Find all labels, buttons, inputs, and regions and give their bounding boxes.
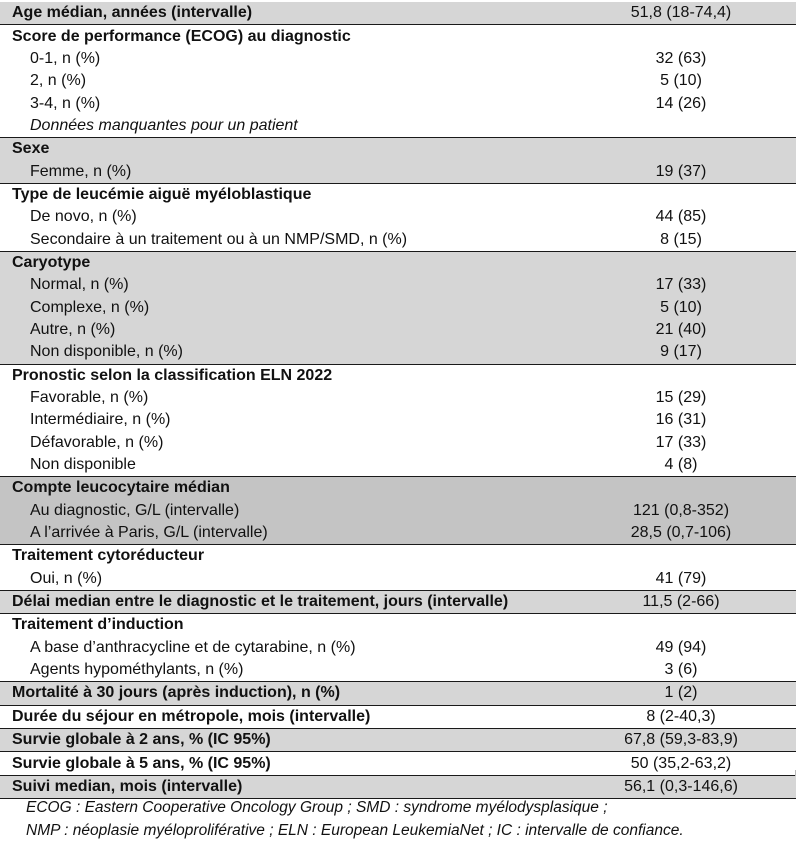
- row-value: 56,1 (0,3-146,6): [624, 777, 738, 795]
- row-value: 14 (26): [655, 94, 707, 112]
- table-row: [0, 568, 796, 590]
- table-row: [0, 92, 796, 114]
- section-header-row: [0, 614, 796, 636]
- section-header-row: [0, 2, 796, 24]
- table-row: [0, 500, 796, 522]
- row-label: Survie globale à 5 ans, % (IC 95%): [12, 754, 271, 772]
- table-row: [0, 319, 796, 341]
- table-section: [0, 138, 796, 184]
- table-row: [0, 432, 796, 454]
- row-label: Caryotype: [12, 253, 91, 271]
- row-label: Type de leucémie aiguë myéloblastique: [12, 185, 312, 203]
- table-row: [0, 659, 796, 681]
- table-section: [0, 545, 796, 591]
- section-header-row: [0, 184, 796, 206]
- row-label: Agents hypométhylants, n (%): [30, 661, 244, 679]
- row-value: 8 (2-40,3): [646, 707, 716, 725]
- row-value: 8 (15): [660, 230, 702, 248]
- row-value: 49 (94): [655, 638, 707, 656]
- row-value: 19 (37): [655, 162, 707, 180]
- row-value: 4 (8): [664, 456, 698, 474]
- table-row: [0, 637, 796, 659]
- row-label: Survie globale à 2 ans, % (IC 95%): [12, 731, 271, 749]
- section-header-row: [0, 729, 796, 751]
- table-row: [0, 70, 796, 92]
- row-label: Autre, n (%): [30, 320, 116, 338]
- table-row: [0, 387, 796, 409]
- row-label: Oui, n (%): [30, 569, 103, 587]
- row-value: 67,8 (59,3-83,9): [624, 731, 738, 749]
- row-label: Age médian, années (intervalle): [12, 4, 253, 22]
- table-row: [0, 409, 796, 431]
- row-value: 1 (2): [664, 684, 698, 702]
- table-section: [0, 477, 796, 545]
- table-section: [0, 614, 796, 682]
- section-header-row: [0, 776, 796, 798]
- row-value: 51,8 (18-74,4): [630, 4, 732, 22]
- table-section: [0, 682, 796, 705]
- row-value: 16 (31): [655, 411, 707, 429]
- note-row: [0, 115, 796, 137]
- section-header-row: [0, 591, 796, 613]
- row-label: Traitement cytoréducteur: [12, 547, 205, 565]
- table-row: [0, 206, 796, 228]
- row-label: Favorable, n (%): [30, 389, 149, 407]
- edge-mark: [795, 770, 796, 776]
- section-header-row: [0, 252, 796, 274]
- row-value: 32 (63): [655, 49, 707, 67]
- footnote-line-1: ECOG : Eastern Cooperative Oncology Group ; SMD : syndrome myélodysplasique ;: [26, 799, 608, 816]
- section-header-row: [0, 477, 796, 499]
- row-label: Compte leucocytaire médian: [12, 479, 230, 497]
- row-label: A base d’anthracycline et de cytarabine, n (%): [30, 638, 356, 656]
- row-label: Au diagnostic, G/L (intervalle): [30, 501, 240, 519]
- row-label: Normal, n (%): [30, 276, 129, 294]
- table-row: [0, 296, 796, 318]
- table-row: [0, 228, 796, 250]
- row-value: 3 (6): [664, 661, 698, 679]
- row-value: 5 (10): [660, 298, 702, 316]
- section-header-row: [0, 365, 796, 387]
- section-header-row: [0, 138, 796, 160]
- section-header-row: [0, 752, 796, 774]
- row-label: Durée du séjour en métropole, mois (intervalle): [12, 707, 371, 725]
- row-label: Femme, n (%): [30, 162, 132, 180]
- table-section: [0, 252, 796, 365]
- row-label: Non disponible, n (%): [30, 343, 183, 361]
- row-label: 2, n (%): [30, 72, 87, 90]
- row-label: Score de performance (ECOG) au diagnostic: [12, 27, 351, 45]
- table-row: [0, 274, 796, 296]
- row-label: 3-4, n (%): [30, 94, 101, 112]
- row-value: 11,5 (2-66): [642, 593, 720, 611]
- row-value: 17 (33): [655, 433, 707, 451]
- row-label: Intermédiaire, n (%): [30, 411, 171, 429]
- row-label: Complexe, n (%): [30, 298, 150, 316]
- row-value: 41 (79): [655, 569, 707, 587]
- row-label: Traitement d’induction: [12, 616, 184, 634]
- row-value: 21 (40): [655, 320, 707, 338]
- table-section: [0, 752, 796, 775]
- row-label: Sexe: [12, 140, 50, 158]
- row-value: 28,5 (0,7-106): [630, 524, 732, 542]
- row-label: Données manquantes pour un patient: [30, 116, 298, 134]
- section-header-row: [0, 682, 796, 704]
- table-row: [0, 341, 796, 363]
- row-label: Secondaire à un traitement ou à un NMP/SMD, n (%): [30, 230, 408, 248]
- row-value: 9 (17): [660, 343, 702, 361]
- row-label: Non disponible: [30, 456, 136, 474]
- table-section: [0, 184, 796, 252]
- table-section: [0, 591, 796, 614]
- table-row: [0, 48, 796, 70]
- table-section: [0, 729, 796, 752]
- table-section: [0, 25, 796, 138]
- row-value: 5 (10): [660, 72, 702, 90]
- row-label: De novo, n (%): [30, 208, 137, 226]
- table-section: [0, 2, 796, 25]
- row-value: 121 (0,8-352): [632, 501, 730, 519]
- row-value: 17 (33): [655, 276, 707, 294]
- row-label: Mortalité à 30 jours (après induction), n (%): [12, 684, 341, 702]
- row-label: Délai median entre le diagnostic et le traitement, jours (intervalle): [12, 593, 509, 611]
- row-label: Pronostic selon la classification ELN 2022: [12, 366, 333, 384]
- table-row: [0, 160, 796, 182]
- row-label: A l’arrivée à Paris, G/L (intervalle): [30, 524, 268, 542]
- table-row: [0, 522, 796, 544]
- footnote-line-2: NMP : néoplasie myéloproliférative ; ELN : European LeukemiaNet ; IC : intervalle de confiance.: [26, 822, 684, 839]
- row-value: 15 (29): [655, 389, 707, 407]
- row-label: Défavorable, n (%): [30, 433, 164, 451]
- section-header-row: [0, 25, 796, 47]
- row-label: 0-1, n (%): [30, 49, 101, 67]
- row-label: Suivi median, mois (intervalle): [12, 777, 243, 795]
- table-section: [0, 365, 796, 478]
- table-section: [0, 706, 796, 729]
- table-footnote: [26, 796, 684, 842]
- section-header-row: [0, 706, 796, 728]
- section-header-row: [0, 545, 796, 567]
- characteristics-table: [0, 2, 796, 799]
- table-row: [0, 454, 796, 476]
- row-value: 50 (35,2-63,2): [630, 754, 732, 772]
- row-value: 44 (85): [655, 208, 707, 226]
